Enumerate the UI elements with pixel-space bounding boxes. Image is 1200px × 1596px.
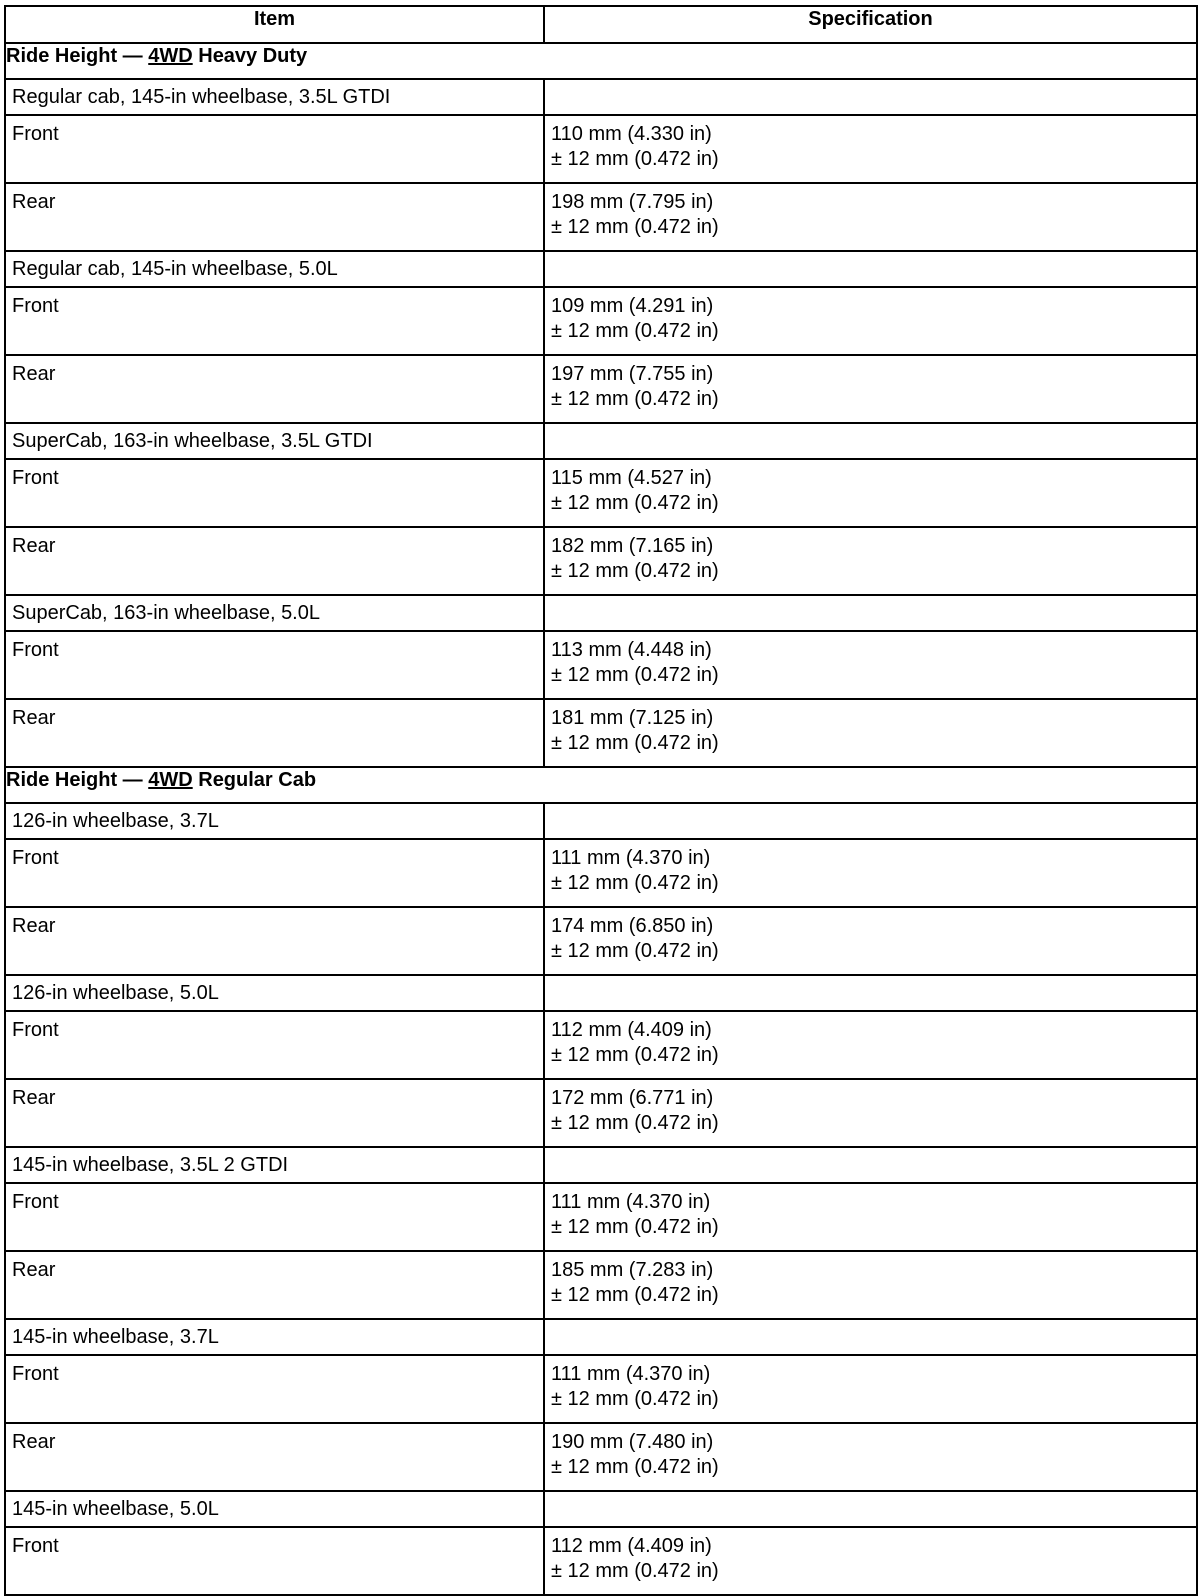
measurement-spec [544,839,1197,907]
section-row [5,767,1197,803]
measurement-label: Front [5,287,544,355]
spec-value: 182 mm (7.165 in) [551,535,714,557]
config-row [5,1147,1197,1183]
measurement-spec [544,527,1197,595]
section-row [5,43,1197,79]
measurement-spec [544,1079,1197,1147]
measurement-spec [544,699,1197,767]
spec-tolerance: ± 12 mm (0.472 in) [551,732,719,754]
measurement-row [5,839,1197,907]
spec-value: 113 mm (4.448 in) [551,639,712,661]
section-title-abbr: 4WD [148,45,193,67]
measurement-label: Front [5,631,544,699]
spec-tolerance: ± 12 mm (0.472 in) [551,1044,719,1066]
measurement-label: Rear [5,183,544,251]
config-row [5,423,1197,459]
specification-column-header: Specification [544,6,1197,43]
measurement-spec [544,631,1197,699]
measurement-row [5,907,1197,975]
spec-tolerance: ± 12 mm (0.472 in) [551,1112,719,1134]
spec-value: 174 mm (6.850 in) [551,915,714,937]
spec-value: 172 mm (6.771 in) [551,1087,714,1109]
spec-tolerance: ± 12 mm (0.472 in) [551,1388,719,1410]
spec-tolerance: ± 12 mm (0.472 in) [551,1560,719,1582]
spec-tolerance: ± 12 mm (0.472 in) [551,560,719,582]
measurement-label: Rear [5,907,544,975]
spec-tolerance: ± 12 mm (0.472 in) [551,1456,719,1478]
spec-tolerance: ± 12 mm (0.472 in) [551,320,719,342]
section-title-abbr: 4WD [148,769,193,791]
spec-value: 112 mm (4.409 in) [551,1019,712,1041]
config-spec-empty [544,975,1197,1011]
section-title [5,767,1197,803]
measurement-label: Rear [5,527,544,595]
measurement-label: Rear [5,1423,544,1491]
measurement-row [5,183,1197,251]
measurement-row [5,699,1197,767]
spec-value: 110 mm (4.330 in) [551,123,712,145]
spec-table [4,5,1198,1596]
spec-tolerance: ± 12 mm (0.472 in) [551,872,719,894]
config-label: SuperCab, 163-in wheelbase, 3.5L GTDI [5,423,544,459]
spec-value: 109 mm (4.291 in) [551,295,714,317]
config-row [5,79,1197,115]
config-spec-empty [544,803,1197,839]
measurement-label: Front [5,459,544,527]
measurement-spec [544,183,1197,251]
spec-value: 115 mm (4.527 in) [551,467,712,489]
section-title-prefix: Ride Height — [6,769,149,791]
header-row [5,6,1197,43]
spec-tolerance: ± 12 mm (0.472 in) [551,1216,719,1238]
config-row [5,975,1197,1011]
item-column-header: Item [5,6,544,43]
measurement-row [5,1011,1197,1079]
measurement-label: Rear [5,1079,544,1147]
measurement-spec [544,287,1197,355]
measurement-row [5,1251,1197,1319]
measurement-row [5,115,1197,183]
measurement-spec [544,1011,1197,1079]
spec-value: 185 mm (7.283 in) [551,1259,714,1281]
spec-value: 111 mm (4.370 in) [551,1191,711,1213]
spec-tolerance: ± 12 mm (0.472 in) [551,148,719,170]
section-title-prefix: Ride Height — [6,45,149,67]
config-spec-empty [544,79,1197,115]
measurement-row [5,459,1197,527]
config-label: 126-in wheelbase, 5.0L [5,975,544,1011]
config-label: Regular cab, 145-in wheelbase, 5.0L [5,251,544,287]
measurement-row [5,1079,1197,1147]
config-row [5,1319,1197,1355]
spec-tolerance: ± 12 mm (0.472 in) [551,940,719,962]
config-row [5,1491,1197,1527]
config-spec-empty [544,1491,1197,1527]
spec-value: 190 mm (7.480 in) [551,1431,714,1453]
config-spec-empty [544,423,1197,459]
config-spec-empty [544,251,1197,287]
section-title-suffix: Regular Cab [192,769,317,791]
measurement-label: Rear [5,699,544,767]
config-label: 145-in wheelbase, 3.5L 2 GTDI [5,1147,544,1183]
measurement-spec [544,459,1197,527]
section-title [5,43,1197,79]
measurement-label: Rear [5,355,544,423]
config-spec-empty [544,595,1197,631]
measurement-label: Rear [5,1251,544,1319]
measurement-spec [544,1527,1197,1595]
spec-value: 198 mm (7.795 in) [551,191,714,213]
measurement-spec [544,1183,1197,1251]
measurement-row [5,527,1197,595]
spec-value: 111 mm (4.370 in) [551,847,711,869]
config-label: 145-in wheelbase, 5.0L [5,1491,544,1527]
spec-value: 111 mm (4.370 in) [551,1363,711,1385]
measurement-spec [544,1251,1197,1319]
measurement-row [5,1423,1197,1491]
measurement-row [5,631,1197,699]
measurement-row [5,355,1197,423]
config-label: SuperCab, 163-in wheelbase, 5.0L [5,595,544,631]
spec-tolerance: ± 12 mm (0.472 in) [551,1284,719,1306]
spec-tolerance: ± 12 mm (0.472 in) [551,216,719,238]
measurement-spec [544,907,1197,975]
measurement-spec [544,1355,1197,1423]
config-row [5,251,1197,287]
measurement-spec [544,1423,1197,1491]
config-label: Regular cab, 145-in wheelbase, 3.5L GTDI [5,79,544,115]
spec-tolerance: ± 12 mm (0.472 in) [551,492,719,514]
measurement-label: Front [5,1527,544,1595]
measurement-row [5,1355,1197,1423]
measurement-label: Front [5,839,544,907]
measurement-spec [544,115,1197,183]
measurement-label: Front [5,115,544,183]
spec-table-body [5,43,1197,1595]
spec-value: 112 mm (4.409 in) [551,1535,712,1557]
spec-tolerance: ± 12 mm (0.472 in) [551,664,719,686]
config-row [5,595,1197,631]
spec-tolerance: ± 12 mm (0.472 in) [551,388,719,410]
config-spec-empty [544,1147,1197,1183]
config-row [5,803,1197,839]
measurement-spec [544,355,1197,423]
measurement-label: Front [5,1355,544,1423]
config-spec-empty [544,1319,1197,1355]
measurement-row [5,1527,1197,1595]
config-label: 126-in wheelbase, 3.7L [5,803,544,839]
spec-value: 197 mm (7.755 in) [551,363,714,385]
section-title-suffix: Heavy Duty [192,45,308,67]
measurement-row [5,287,1197,355]
config-label: 145-in wheelbase, 3.7L [5,1319,544,1355]
spec-value: 181 mm (7.125 in) [551,707,714,729]
measurement-label: Front [5,1011,544,1079]
measurement-label: Front [5,1183,544,1251]
measurement-row [5,1183,1197,1251]
